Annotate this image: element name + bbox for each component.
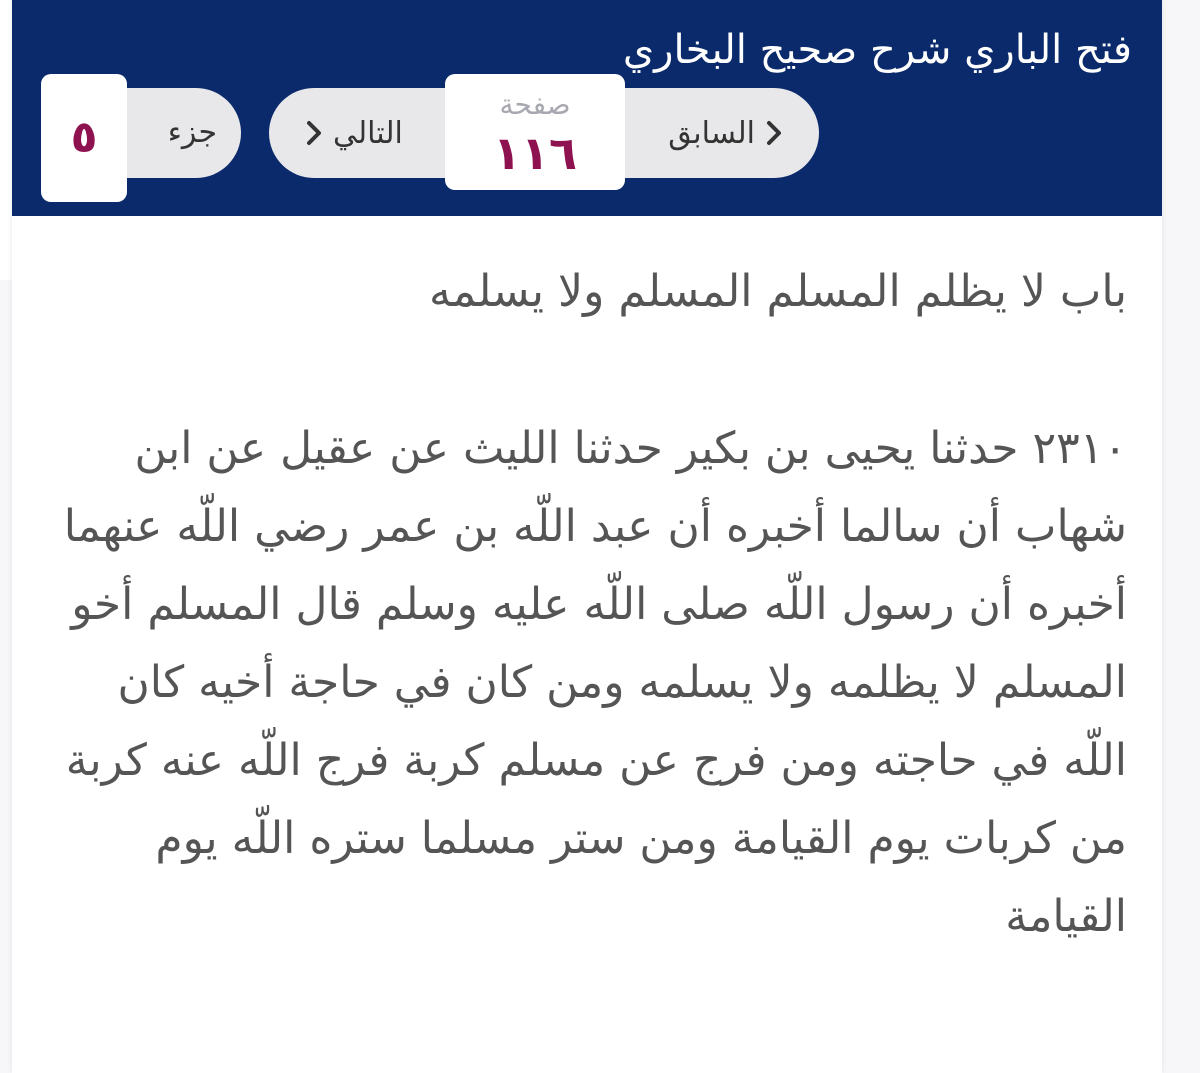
volume-number[interactable]: ٥: [41, 74, 127, 202]
page-content: [52, 250, 1127, 956]
page-label: صفحة: [499, 88, 571, 121]
book-page: [12, 0, 1162, 1073]
chevron-right-icon: [763, 120, 785, 146]
page-number-selector[interactable]: [445, 74, 625, 190]
page-number: ١١٦: [492, 126, 578, 180]
volume-label: جزء: [167, 115, 217, 150]
previous-page-button[interactable]: [668, 88, 785, 178]
chapter-title: باب لا يظلم المسلم المسلم ولا يسلمه: [428, 266, 1127, 317]
next-page-label: التالي: [333, 115, 403, 151]
reader-header: [12, 0, 1162, 216]
next-page-button[interactable]: [303, 88, 403, 178]
hadith-text: ٢٣١٠ حدثنا يحيى بن بكير حدثنا الليث عن عقيل عن ابن شهاب أن سالما أخبره أن عبد اللّه بن عمر رضي اللّه عنهما أخبره أن رسول اللّه صلى اللّه عليه وسلم قال المسلم أخو المسلم لا يظلمه ولا يسلمه ومن كان في حاجة أخيه كان اللّه في حاجته ومن فرج عن مسلم كربة فرج اللّه عنه كربة من كربات يوم القيامة ومن ستر مسلما ستره اللّه يوم القيامة: [63, 423, 1127, 942]
chevron-right-icon: [303, 120, 325, 146]
previous-page-label: السابق: [668, 115, 755, 151]
book-title: فتح الباري شرح صحيح البخاري: [622, 27, 1132, 73]
